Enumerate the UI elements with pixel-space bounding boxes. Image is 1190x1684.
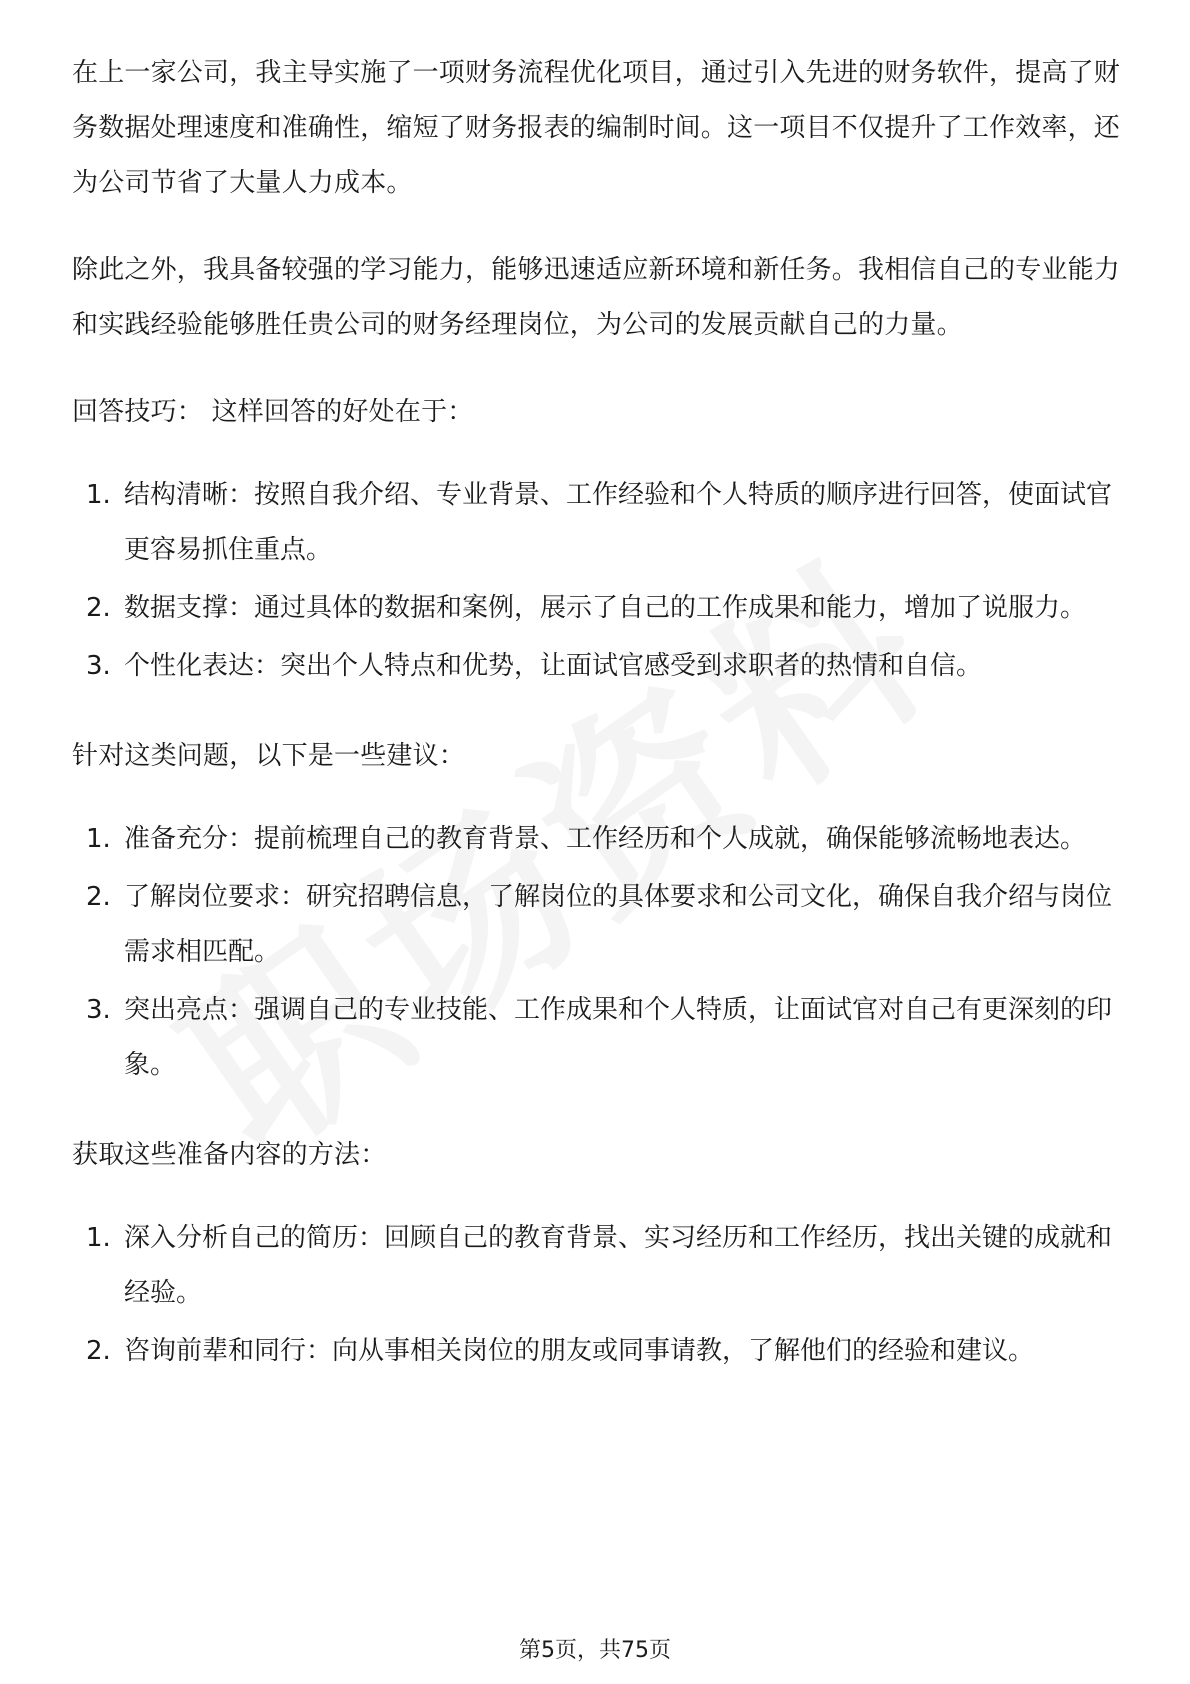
tips-list [72,468,1122,694]
tips-heading: 回答技巧： 这样回答的好处在于： [72,397,474,427]
paragraph-abilities: 除此之外，我具备较强的学习能力，能够迅速适应新环境和新任务。我相信自己的专业能力和实践经验能够胜任贵公司的财务经理岗位，为公司的发展贡献自己的力量。 [72,255,1121,340]
document-body [72,46,1122,1382]
list-item: 2. 数据支撑：通过具体的数据和案例，展示了自己的工作成果和能力，增加了说服力。 [86,593,1087,623]
list-item: 1. 准备充分：提前梳理自己的教育背景、工作经历和个人成就，确保能够流畅地表达。 [86,824,1087,854]
list-item: 1. 结构清晰：按照自我介绍、专业背景、工作经验和个人特质的顺序进行回答，使面试官更容易抓住重点。 [86,480,1113,565]
list-item: 3. 个性化表达：突出个人特点和优势，让面试官感受到求职者的热情和自信。 [86,651,983,681]
suggestions-heading: 针对这类问题，以下是一些建议： [72,741,466,771]
paragraph-project: 在上一家公司，我主导实施了一项财务流程优化项目，通过引入先进的财务软件，提高了财务数据处理速度和准确性，缩短了财务报表的编制时间。这一项目不仅提升了工作效率，还为公司节省了大量人力成本。 [72,58,1121,198]
list-item: 3. 突出亮点：强调自己的专业技能、工作成果和个人特质，让面试官对自己有更深刻的印象。 [86,995,1113,1080]
list-item: 2. 咨询前辈和同行：向从事相关岗位的朋友或同事请教，了解他们的经验和建议。 [86,1336,1035,1366]
list-item: 2. 了解岗位要求：研究招聘信息，了解岗位的具体要求和公司文化，确保自我介绍与岗位需求相匹配。 [86,882,1113,967]
suggestions-list [72,812,1122,1093]
page-number: 第5页，共75页 [519,1638,671,1663]
methods-heading: 获取这些准备内容的方法： [72,1140,387,1170]
list-item: 1. 深入分析自己的简历：回顾自己的教育背景、实习经历和工作经历，找出关键的成就和经验。 [86,1223,1113,1308]
methods-list [72,1211,1122,1379]
